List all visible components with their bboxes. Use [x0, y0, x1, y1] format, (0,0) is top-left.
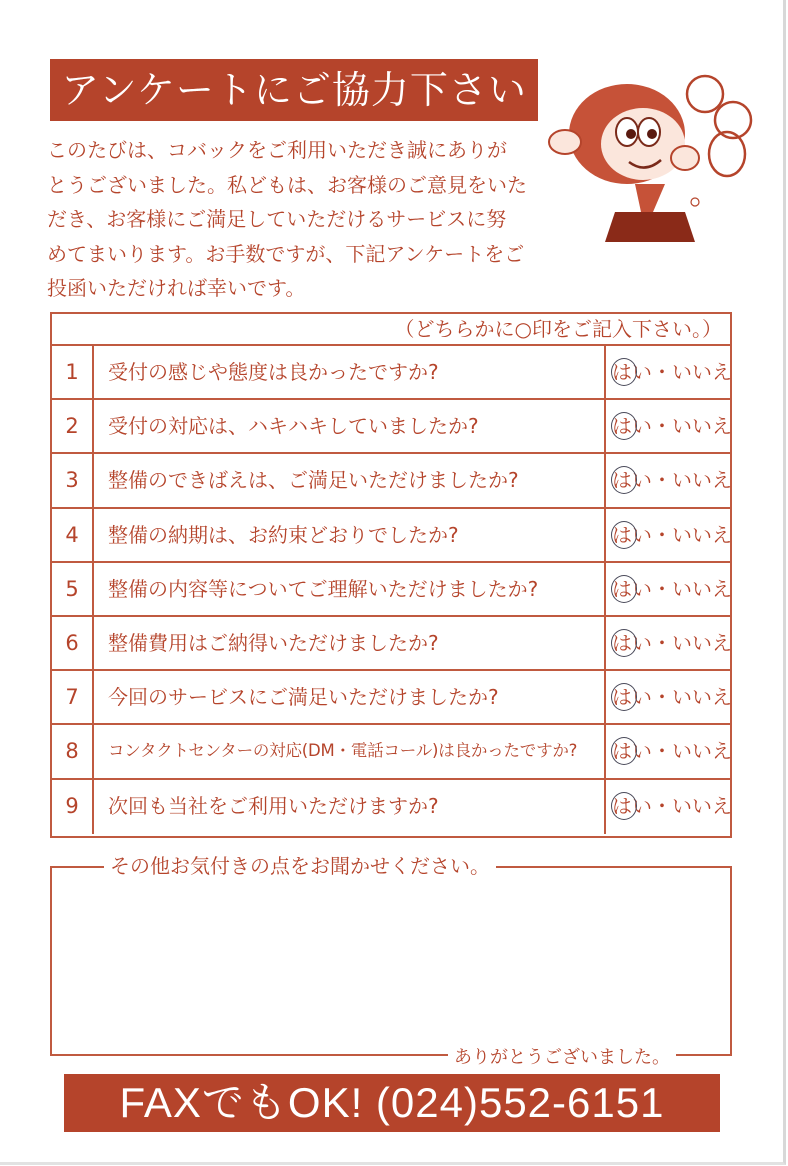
comment-box[interactable]: [50, 854, 732, 1068]
answer-choice[interactable]: [604, 509, 732, 561]
answer-choice[interactable]: [604, 780, 732, 834]
answer-label: はい・いいえ: [612, 576, 732, 601]
mascot-shoe-icon: [605, 212, 695, 242]
question-row: [52, 671, 730, 725]
handwritten-circle-mark: [611, 412, 637, 440]
question-number: 5: [52, 563, 94, 615]
answer-label: はい・いいえ: [612, 793, 732, 818]
intro-line: だき、お客様にご満足していただけるサービスに努: [47, 207, 507, 231]
answer-label: はい・いいえ: [612, 739, 732, 764]
intro-line: このたびは、コバックをご利用いただき誠にありが: [47, 138, 507, 162]
answer-label: はい・いいえ: [612, 522, 732, 547]
question-number: 1: [52, 346, 94, 398]
answer-choice[interactable]: [604, 454, 732, 506]
survey-table: [50, 312, 732, 838]
answer-label: はい・いいえ: [612, 685, 732, 710]
handwritten-circle-mark: [611, 575, 637, 603]
question-row: [52, 617, 730, 671]
question-number: 2: [52, 400, 94, 452]
question-number: 3: [52, 454, 94, 506]
intro-text: [47, 133, 547, 306]
answer-label: はい・いいえ: [612, 414, 732, 439]
comment-frame: [50, 866, 732, 1056]
answer-label: はい・いいえ: [612, 468, 732, 493]
answer-choice[interactable]: [604, 346, 732, 398]
answer-choice[interactable]: [604, 400, 732, 452]
question-number: 7: [52, 671, 94, 723]
question-text: コンタクトセンターの対応(DM・電話コール)は良かったですか?: [108, 741, 578, 761]
handwritten-circle-mark: [611, 358, 637, 386]
question-row: [52, 400, 730, 454]
question-text: 今回のサービスにご満足いただけましたか?: [108, 685, 499, 710]
mascot-illustration: [545, 72, 765, 252]
question-number: 9: [52, 780, 94, 834]
answer-choice[interactable]: [604, 617, 732, 669]
answer-choice[interactable]: [604, 725, 732, 777]
question-row: [52, 780, 730, 834]
question-text: 受付の感じや態度は良かったですか?: [108, 360, 439, 384]
comment-label: その他お気付きの点をお聞かせください。: [104, 854, 496, 878]
question-text: 整備費用はご納得いただけましたか?: [108, 630, 439, 655]
mascot-hand-icon: [549, 130, 581, 154]
question-list: [52, 346, 730, 834]
question-text: 整備のできばえは、ご満足いただけましたか?: [108, 468, 519, 493]
answer-choice[interactable]: [604, 671, 732, 723]
answer-label: はい・いいえ: [612, 630, 732, 655]
question-row: [52, 346, 730, 400]
answer-label: はい・いいえ: [612, 360, 732, 384]
handwritten-circle-mark: [611, 629, 637, 657]
handwritten-circle-mark: [611, 792, 637, 820]
question-text: 受付の対応は、ハキハキしていましたか?: [108, 414, 479, 439]
mascot-ear-icon: [687, 76, 723, 112]
page-title: アンケートにご協力下さい: [50, 59, 538, 121]
question-number: 8: [52, 725, 94, 777]
intro-line: 投函いただければ幸いです。: [47, 276, 306, 300]
fax-banner: FAXでもOK! (024)552-6151: [64, 1074, 720, 1132]
handwritten-circle-mark: [611, 521, 637, 549]
question-text: 次回も当社をご利用いただけますか?: [108, 793, 439, 818]
intro-line: めてまいります。お手数ですが、下記アンケートをご: [47, 241, 525, 266]
closing-text: ありがとうございました。: [448, 1046, 676, 1070]
question-text: 整備の納期は、お約束どおりでしたか?: [108, 522, 459, 547]
intro-line: とうございました。私どもは、お客様のご意見をいた: [47, 172, 527, 197]
question-row: [52, 725, 730, 779]
survey-instruction: （どちらかに○印をご記入下さい。）: [52, 314, 730, 346]
question-row: [52, 454, 730, 508]
question-number: 6: [52, 617, 94, 669]
handwritten-circle-mark: [611, 683, 637, 711]
question-row: [52, 563, 730, 617]
answer-choice[interactable]: [604, 563, 732, 615]
question-text: 整備の内容等についてご理解いただけましたか?: [108, 576, 539, 601]
question-number: 4: [52, 509, 94, 561]
question-row: [52, 509, 730, 563]
